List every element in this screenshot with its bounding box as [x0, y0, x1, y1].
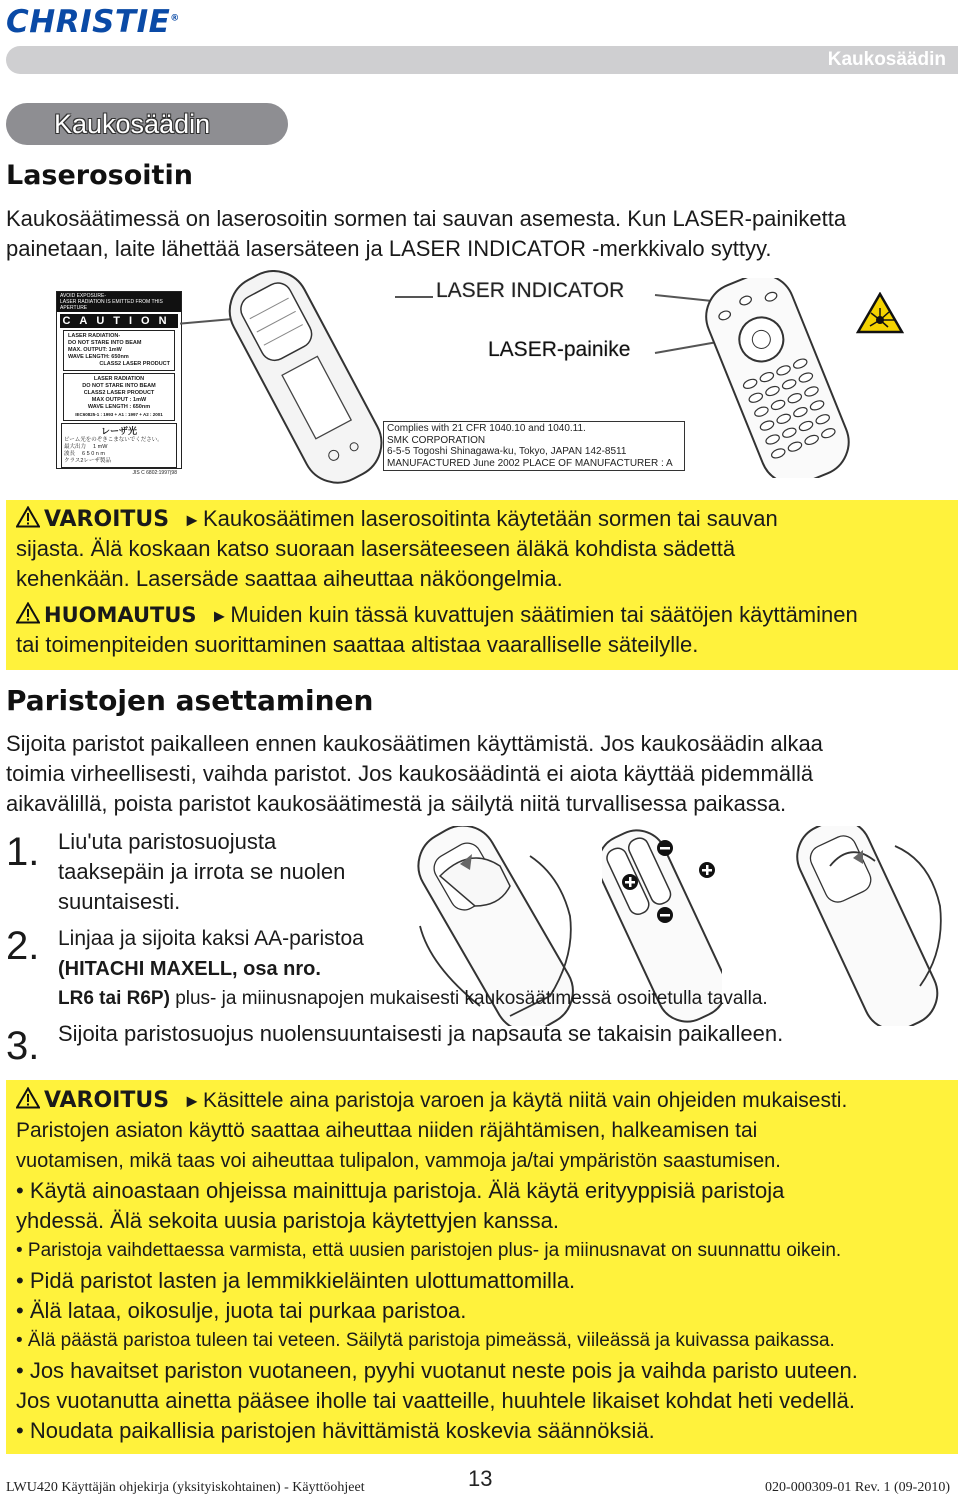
caution-box1-line: DO NOT STARE INTO BEAM [68, 340, 142, 346]
laser-warning-box [6, 500, 958, 670]
arrow-right-icon: ► [183, 510, 201, 530]
complies-label [383, 421, 685, 471]
warning2-line6: • Paristoja vaihdettaessa varmista, että uusien paristojen plus- ja miinusnavat on suunnattu oikein. [16, 1240, 842, 1261]
caution-box2-line: LASER RADIATION [93, 376, 145, 382]
warning2-line11: Jos vuotanutta ainetta pääsee iholle tai vaatteille, huuhtele likaiset kohdat heti vedellä. [16, 1388, 856, 1413]
warning2-line12: • Noudata paikallisia paristojen hävittämistä koskevia säännöksiä. [16, 1418, 655, 1443]
step3-line1: Sijoita paristosuojus nuolensuuntaisesti ja napsauta se takaisin paikalleen. [58, 1021, 784, 1046]
step2-bold: LR6 tai R6P) [58, 988, 170, 1009]
footer-left: LWU420 Käyttäjän ohjekirja (yksityiskohtainen) - Käyttöohjeet [6, 1480, 365, 1495]
plus-icon [622, 874, 638, 890]
section-title: Kaukosäädin [54, 109, 211, 139]
caution-box2-line: MAX OUTPUT : 1mW [91, 397, 147, 403]
section-pill [6, 103, 288, 145]
caution-box1-line: MAX. OUTPUT: 1mW [68, 347, 122, 353]
caution-box2-line: CLASS2 LASER PRODUCT [83, 390, 155, 396]
warning2-line2: Paristojen asiaton käyttö saattaa aiheuttaa niiden räjähtämisen, halkeamisen tai [16, 1119, 758, 1142]
caution-jp-box [61, 423, 177, 468]
warning2-line3: vuotamisen, mikä taas voi aiheuttaa tulipalon, vammoja ja/tai ympäristön saastumisen. [16, 1150, 781, 1172]
footer-right: 020-000309-01 Rev. 1 (09-2010) [765, 1480, 950, 1495]
warning2-line8: • Älä lataa, oikosulje, juota tai purkaa paristoa. [16, 1298, 467, 1323]
caution-jp-line: クラス2レーザ製品 [64, 458, 111, 464]
batteries-intro-line3: aikavälillä, poista paristot kaukosäätimestä ja säilytä niitä turvallisessa paikassa. [6, 791, 787, 816]
christie-logo: CHRISTIE® [6, 4, 180, 40]
caution-box1-line: WAVE LENGTH: 650nm [68, 354, 129, 360]
laser-heading: Laserosoitin [6, 160, 193, 191]
complies-line: MANUFACTURED June 2002 PLACE OF MANUFACTURER : A [387, 457, 673, 469]
step2-line1: Linjaa ja sijoita kaksi AA-paristoa [58, 927, 364, 950]
remote-back-illustration [205, 270, 405, 490]
page-number: 13 [468, 1466, 493, 1491]
step2-line3-text: plus- ja miinusnapojen mukaisesti kaukosäätimessä osoitetulla tavalla. [169, 988, 768, 1009]
complies-line: SMK CORPORATION [387, 434, 486, 446]
caution-box2-line: WAVE LENGTH : 650nm [87, 404, 151, 410]
warning2-line7: • Pidä paristot lasten ja lemmikkieläinten ulottumattomilla. [16, 1268, 576, 1293]
laser-caution-label [56, 291, 182, 476]
warning2-line4: • Käytä ainoastaan ohjeissa mainittuja paristoja. Älä käytä erityyppisiä paristoja [16, 1178, 785, 1203]
warning2-title: VAROITUS [44, 1088, 170, 1113]
step1-line1: Liu'uta paristosuojusta [58, 829, 277, 854]
warning-triangle-icon [16, 602, 40, 624]
step2-line3 [58, 984, 768, 1014]
caution-box1 [63, 330, 175, 371]
caution-jp-line: 最大出力 1 mW [64, 444, 108, 450]
step1-line2: taaksepäin ja irrota se nuolen [58, 859, 346, 884]
minus-icon [657, 907, 673, 923]
batteries-heading: Paristojen asettaminen [6, 684, 374, 717]
warning1-line1 [16, 504, 778, 535]
arrow-right-icon: ► [210, 606, 229, 626]
warning2-text1: Käsittele aina paristoja varoen ja käytä niitä vain ohjeiden mukaisesti. [202, 1089, 848, 1112]
step2-line2: (HITACHI MAXELL, osa nro. [58, 958, 321, 980]
warning2-line10: • Jos havaitset pariston vuotaneen, pyyhi vuotanut neste pois ja vaihda paristo uuteen. [16, 1358, 858, 1383]
warning1-line2: sijasta. Älä koskaan katso suoraan lasersäteeseen äläkä kohdista sädettä [16, 536, 736, 561]
warning1-line3: kehenkään. Lasersäde saattaa aiheuttaa näköongelmia. [16, 566, 563, 591]
step3-illustration [775, 826, 960, 1026]
warning1-title: VAROITUS [44, 507, 170, 532]
caution-box2-line: IEC60825-1 : 1993 + A1 : 1997 + A2 : 2001 [75, 412, 163, 417]
warning1-line5: tai toimenpiteiden suorittaminen saattaa altistaa vaaralliselle säteilylle. [16, 632, 699, 657]
top-bar-title: Kaukosäädin [827, 49, 946, 70]
remote-front-illustration [690, 278, 865, 478]
caution-word: CAUTION [60, 314, 178, 328]
laser-button-label [488, 338, 630, 362]
warning1-text1: Kaukosäätimen laserosoitinta käytetään sormen tai sauvan [202, 506, 778, 531]
caution-jp-line: ビーム光をのぞきこまないでください。 [64, 437, 163, 443]
caution-head1: AVOID EXPOSURE- [60, 293, 107, 299]
step2-number: 2. [6, 924, 40, 968]
complies-line: 6-5-5 Togoshi Shinagawa-ku, Tokyo, JAPAN 142-8511 [387, 446, 627, 457]
laser-intro-line2: painetaan, laite lähettää lasersäteen ja LASER INDICATOR -merkkivalo syttyy. [6, 236, 772, 261]
caution-title: HUOMAUTUS [44, 603, 197, 627]
step1-number: 1. [6, 830, 40, 874]
step1-line3: suuntaisesti. [58, 889, 181, 914]
laser-intro-line1: Kaukosäätimessä on laserosoitin sormen tai sauvan asemesta. Kun LASER-painiketta [6, 206, 847, 231]
plus-icon [699, 862, 715, 878]
battery-warning-box [6, 1080, 958, 1454]
laser-button-label-text: LASER-painike [488, 338, 631, 361]
caution-box1-line: LASER RADIATION- [68, 333, 121, 339]
caution-box1-line: CLASS2 LASER PRODUCT [99, 361, 170, 367]
top-bar [6, 46, 958, 74]
warning1-line4 [16, 600, 858, 631]
laser-indicator-label: LASER INDICATOR [436, 279, 625, 302]
caution-jp-line: 波長 6 5 0 n m [64, 451, 105, 457]
step3-number: 3. [6, 1024, 40, 1068]
warning2-line9: • Älä päästä paristoa tuleen tai veteen. Säilytä paristoja pimeässä, viileässä ja kuivassa paikassa. [16, 1330, 835, 1351]
warning2-line1 [16, 1086, 847, 1116]
warning2-line5: yhdessä. Älä sekoita uusia paristoja käytettyjen kanssa. [16, 1208, 559, 1233]
caution-foot: JIS C 6802:1997(98 [132, 470, 177, 476]
indicator-leader-left [395, 296, 433, 298]
arrow-right-icon: ► [183, 1091, 201, 1111]
warning-triangle-icon [16, 506, 40, 528]
warning1-text4: Muiden kuin tässä kuvattujen säätimien tai säätöjen käyttäminen [230, 602, 858, 627]
caution-box2 [63, 373, 175, 421]
batteries-intro-line2: toimia virheellisesti, vaihda paristot. Jos kaukosäädintä ei aiota käyttää pidemmällä [6, 761, 814, 786]
caution-box2-line: DO NOT STARE INTO BEAM [82, 383, 156, 389]
complies-line: Complies with 21 CFR 1040.10 and 1040.11. [387, 423, 586, 434]
caution-head2: LASER RADIATION IS EMITTED FROM THIS APERTURE [60, 299, 163, 311]
batteries-intro-line1: Sijoita paristot paikalleen ennen kaukosäätimen käyttämistä. Jos kaukosäädin alkaa [6, 731, 823, 756]
minus-icon [657, 840, 673, 856]
caution-jp-title: レーザ光 [100, 426, 137, 436]
warning-triangle-icon [16, 1087, 40, 1109]
laser-hazard-icon [856, 292, 904, 334]
